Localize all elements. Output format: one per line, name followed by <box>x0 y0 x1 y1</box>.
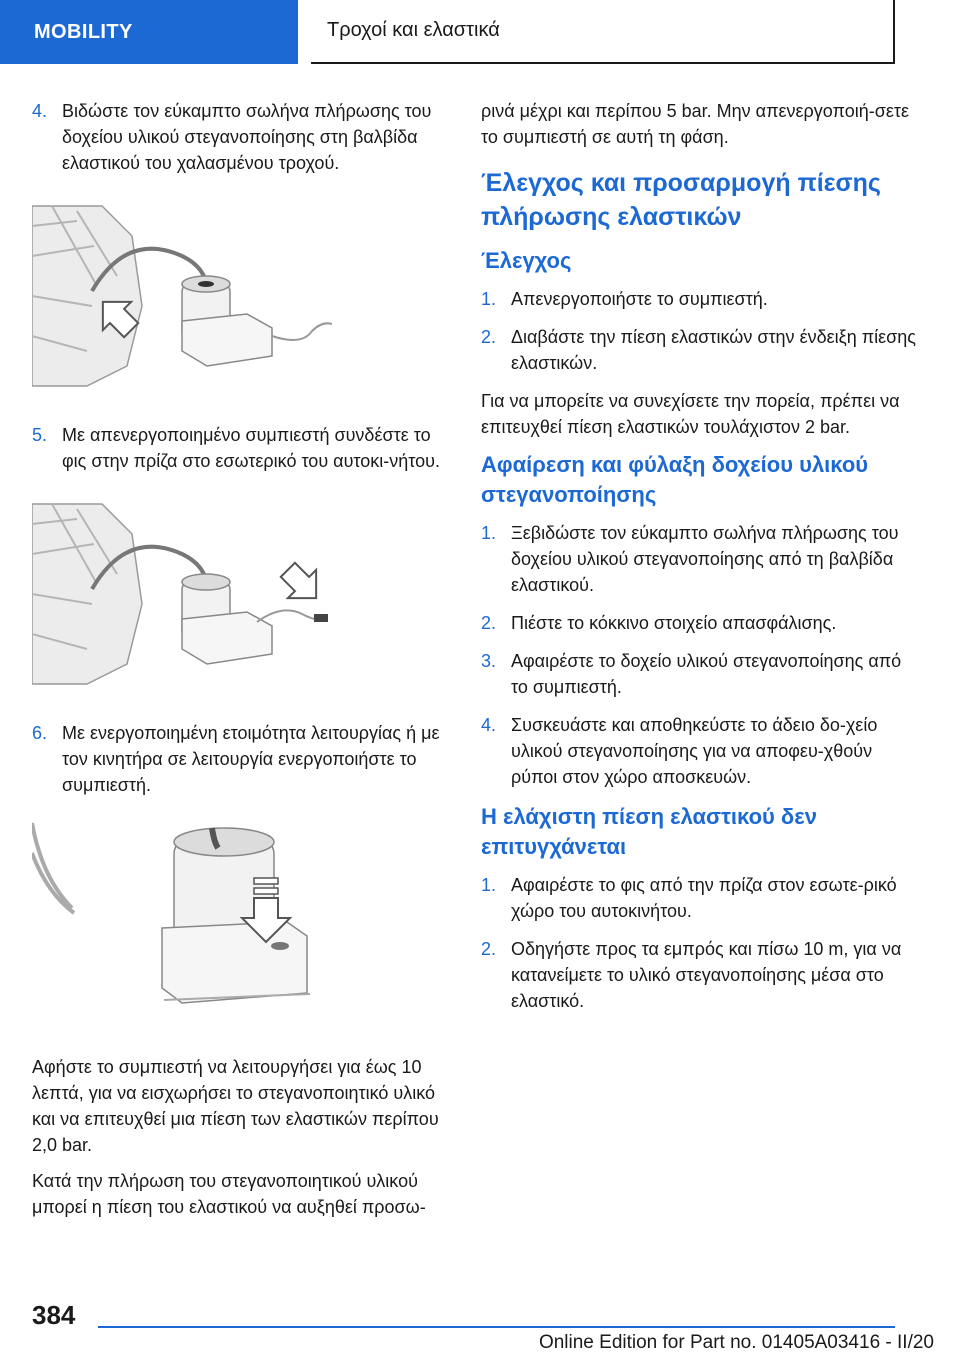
step-number: 1. <box>481 523 497 543</box>
step-number: 2. <box>481 327 497 347</box>
section-label: MOBILITY <box>34 20 133 43</box>
heading-remove-container: Αφαίρεση και φύλαξη δοχείου υλικού στεγανοποίησης <box>481 452 869 507</box>
step-text: Ξεβιδώστε τον εύκαμπτο σωλήνα πλήρωσης του δοχείου υλικού στεγανοποίησης από τη βαλβίδα ελαστικού. <box>511 523 899 595</box>
step-text: Με ενεργοποιημένη ετοιμότητα λειτουργίας ή με τον κινητήρα σε λειτουργία ενεργοποιήστε το συμπιεστή. <box>62 723 440 795</box>
step-text: Οδηγήστε προς τα εμπρός και πίσω 10 m, για να κατανείμετε το υλικό στεγανοποίησης μέσα στο ελαστικό. <box>511 939 902 1011</box>
step-text: Συσκευάστε και αποθηκεύστε το άδειο δο‐χείο υλικού στεγανοποίησης για να αποφευ‐χθούν ρύποι στον χώρο αποσκευών. <box>511 715 878 787</box>
check-step-1 <box>481 286 921 312</box>
chapter-title: Τροχοί και ελαστικά <box>327 18 500 41</box>
step-text: Με απενεργοποιημένο συμπιεστή συνδέστε το φις στην πρίζα στο εσωτερικό του αυτοκι‐νήτου. <box>62 425 440 471</box>
illustration-switch-on <box>32 818 332 1028</box>
step-number: 1. <box>481 289 497 309</box>
step-text: Αφαιρέστε το φις από την πρίζα στον εσωτε‐ρικό χώρο του αυτοκινήτου. <box>511 875 897 921</box>
step-number: 3. <box>481 651 497 671</box>
step-number: 6. <box>32 723 48 743</box>
heading-check-adjust-pressure: Έλεγχος και προσαρμογή πίεσης πλήρωσης ελαστικών <box>481 169 881 231</box>
remove-step-3 <box>481 648 921 700</box>
right-column <box>481 98 921 1026</box>
page-number: 384 <box>32 1300 76 1330</box>
step-number: 4. <box>481 715 497 735</box>
edition-note: Online Edition for Part no. 01405A03416 - II/20 <box>538 1332 934 1353</box>
step-number: 1. <box>481 875 497 895</box>
step-6 <box>32 720 452 798</box>
remove-step-1 <box>481 520 921 598</box>
paragraph-min-pressure: Για να μπορείτε να συνεχίσετε την πορεία, πρέπει να επιτευχθεί πίεση ελαστικών τουλάχιστον 2 bar. <box>481 391 900 437</box>
paragraph-run-time: Αφήστε το συμπιεστή να λειτουργήσει για έως 10 λεπτά, για να εισχωρήσει το στεγανοποιητικό υλικό και να επιτευχθεί μια πίεση των ελαστικών περίπου 2,0 bar. <box>32 1057 439 1155</box>
step-number: 2. <box>481 939 497 959</box>
step-5 <box>32 422 452 474</box>
min-step-2 <box>481 936 921 1014</box>
check-step-2 <box>481 324 921 376</box>
step-4 <box>32 98 452 176</box>
step-number: 4. <box>32 101 48 121</box>
min-step-1 <box>481 872 921 924</box>
step-text: Αφαιρέστε το δοχείο υλικού στεγανοποίησης από το συμπιεστή. <box>511 651 902 697</box>
remove-step-2 <box>481 610 921 636</box>
paragraph-pressure-note: Κατά την πλήρωση του στεγανοποιητικού υλικού μπορεί η πίεση του ελαστικού να αυξηθεί προσω‐ <box>32 1171 426 1217</box>
step-text: Απενεργοποιήστε το συμπιεστή. <box>511 289 768 309</box>
paragraph-continued: ρινά μέχρι και περίπου 5 bar. Μην απενεργοποιή‐σετε το συμπιεστή σε αυτή τη φάση. <box>481 101 909 147</box>
chapter-header <box>311 0 895 64</box>
heading-check: Έλεγχος <box>481 248 572 273</box>
step-number: 5. <box>32 425 48 445</box>
step-text: Διαβάστε την πίεση ελαστικών στην ένδειξη πίεσης ελαστικών. <box>511 327 916 373</box>
illustration-hose-to-valve <box>32 196 332 396</box>
arrow-icon <box>274 556 331 613</box>
left-column <box>32 98 452 1230</box>
section-tab <box>0 0 298 64</box>
step-text: Βιδώστε τον εύκαμπτο σωλήνα πλήρωσης του δοχείου υλικού στεγανοποίησης στη βαλβίδα ελαστικού του χαλασμένου τροχού. <box>62 101 432 173</box>
illustration-plug-socket <box>32 494 332 694</box>
footer-divider <box>98 1326 895 1328</box>
heading-min-pressure-not-reached: Η ελάχιστη πίεση ελαστικού δεν επιτυγχάνεται <box>481 804 817 859</box>
remove-step-4 <box>481 712 921 790</box>
step-text: Πιέστε το κόκκινο στοιχείο απασφάλισης. <box>511 613 837 633</box>
step-number: 2. <box>481 613 497 633</box>
